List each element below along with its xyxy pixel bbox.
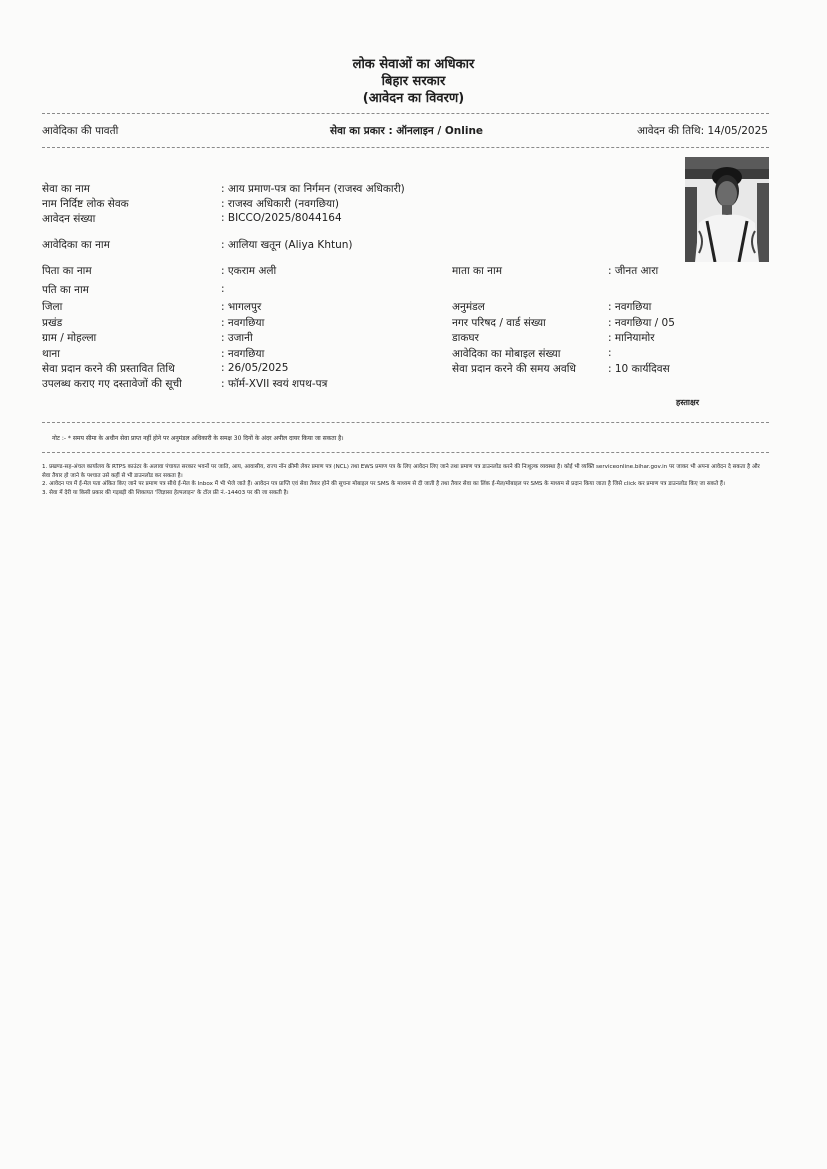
mobile-label: आवेदिका का मोबाइल संख्या xyxy=(452,348,561,360)
subdivision-label: अनुमंडल xyxy=(452,301,485,313)
page-title-line1: लोक सेवाओं का अधिकार xyxy=(352,57,475,72)
officer-label: नाम निर्दिष्ट लोक सेवक xyxy=(42,198,129,210)
village-label: ग्राम / मोहल्ला xyxy=(42,332,97,344)
district-value: : भागलपुर xyxy=(221,301,262,313)
village-value: : उजानी xyxy=(221,332,253,344)
district-label: जिला xyxy=(42,301,63,313)
block-label: प्रखंड xyxy=(42,317,63,329)
police-station-label: थाना xyxy=(42,348,60,360)
post-office-value: : मानियामोर xyxy=(608,332,655,344)
applicant-photo xyxy=(685,157,769,262)
husband-name-label: पति का नाम xyxy=(42,284,89,296)
instructions xyxy=(42,463,769,497)
documents-value: : फॉर्म-XVII स्वयं शपथ-पत्र xyxy=(221,378,328,390)
page-title-line3: (आवेदन का विवरण) xyxy=(362,91,465,106)
husband-name-value: : xyxy=(221,283,225,295)
application-date: आवेदन की तिथि: 14/05/2025 xyxy=(637,125,768,137)
post-office-label: डाकघर xyxy=(452,332,479,344)
top-divider xyxy=(42,113,769,114)
service-duration-label: सेवा प्रदान करने की समय अवधि xyxy=(452,363,576,375)
service-name-value: : आय प्रमाण-पत्र का निर्गमन (राजस्व अधिकारी) xyxy=(221,183,405,195)
header-divider xyxy=(42,147,769,148)
appeal-note: नोट :- * समय सीमा के अधीन सेवा प्राप्त नहीं होने पर अनुमंडल अधिकारी के समक्ष 30 दिनों के अंदर अपील दायर किया जा सकता है। xyxy=(52,435,344,442)
service-type: सेवा का प्रकार : ऑनलाइन / Online xyxy=(330,125,484,137)
note-divider xyxy=(42,452,769,453)
subdivision-value: : नवगछिया xyxy=(608,301,652,313)
police-station-value: : नवगछिया xyxy=(221,348,265,360)
proposed-date-label: सेवा प्रदान करने की प्रस्तावित तिथि xyxy=(42,363,175,375)
applicant-name-value: : आलिया खतून (Aliya Khtun) xyxy=(221,239,353,251)
ward-label: नगर परिषद / वार्ड संख्या xyxy=(452,317,546,329)
applicant-name-label: आवेदिका का नाम xyxy=(42,239,110,251)
father-name-label: पिता का नाम xyxy=(42,265,92,277)
service-name-label: सेवा का नाम xyxy=(42,183,90,195)
instruction-item-3: 3. सेवा में देरी या किसी प्रकार की गड़बड़ी की शिकायत 'जिज्ञासा हेल्पलाइन' के टॉल फ्री नं.-14403 पर की जा सकती है। xyxy=(42,489,289,496)
details-divider xyxy=(42,422,769,423)
application-number-value: : BICCO/2025/8044164 xyxy=(221,212,342,224)
proposed-date-value: : 26/05/2025 xyxy=(221,362,289,374)
signature-label: हस्ताक्षर xyxy=(676,398,699,407)
mobile-value: : xyxy=(608,347,612,359)
block-value: : नवगछिया xyxy=(221,317,265,329)
application-number-label: आवेदन संख्या xyxy=(42,213,96,225)
mother-name-label: माता का नाम xyxy=(452,265,502,277)
receipt-label: आवेदिका की पावती xyxy=(42,125,119,137)
instruction-item-2: 2. आवेदन पत्र में ई-मेल पता अंकित किए जाने पर प्रमाण पत्र सीधे ई-मेल के Inbox में भी भेजे जाते हैं। आवेदन पत्र प्राप्ति एवं सेवा तैयार होने की सूचना मोबाइल पर SMS के माध्यम से दी जाती है तथा तैयार सेवा का लिंक ई-मेल/मोबाइल पर SMS के माध्यम से प्रदान किया जाता है जिसे click कर प्रमाण पत्र डाउनलोड किए जा सकते हैं। xyxy=(42,481,725,488)
documents-label: उपलब्ध कराए गए दस्तावेजों की सूची xyxy=(42,378,182,390)
mother-name-value: : जीनत आरा xyxy=(608,265,659,277)
ward-value: : नवगछिया / 05 xyxy=(608,317,675,329)
father-name-value: : एकराम अली xyxy=(221,265,277,277)
instruction-item-1: 1. प्रखण्ड-सह-अंचल कार्यालय के RTPS काउंटर के अलावा पंचायत सरकार भवनों पर जाति, आय, आवासीय, राज्य नॉन क्रीमी लेयर प्रमाण पत्र (NCL) तथा EWS प्रमाण पत्र के लिए आवेदन लिए जाने तथा प्रमाण पत्र डाउनलोड करने की निःशुल्क व्यवस्था है। कोई भी व्यक्ति serviceonline.bihar.gov.in पर जाकर भी अपना आवेदन दे सकता है और सेवा तैयार हो जाने के पश्चात उसे कहीं से भी डाउनलोड कर सकता है। xyxy=(42,464,760,479)
page-title-line2: बिहार सरकार xyxy=(381,74,446,89)
service-duration-value: : 10 कार्यदिवस xyxy=(608,363,670,375)
officer-value: : राजस्व अधिकारी (नवगछिया) xyxy=(221,198,339,210)
